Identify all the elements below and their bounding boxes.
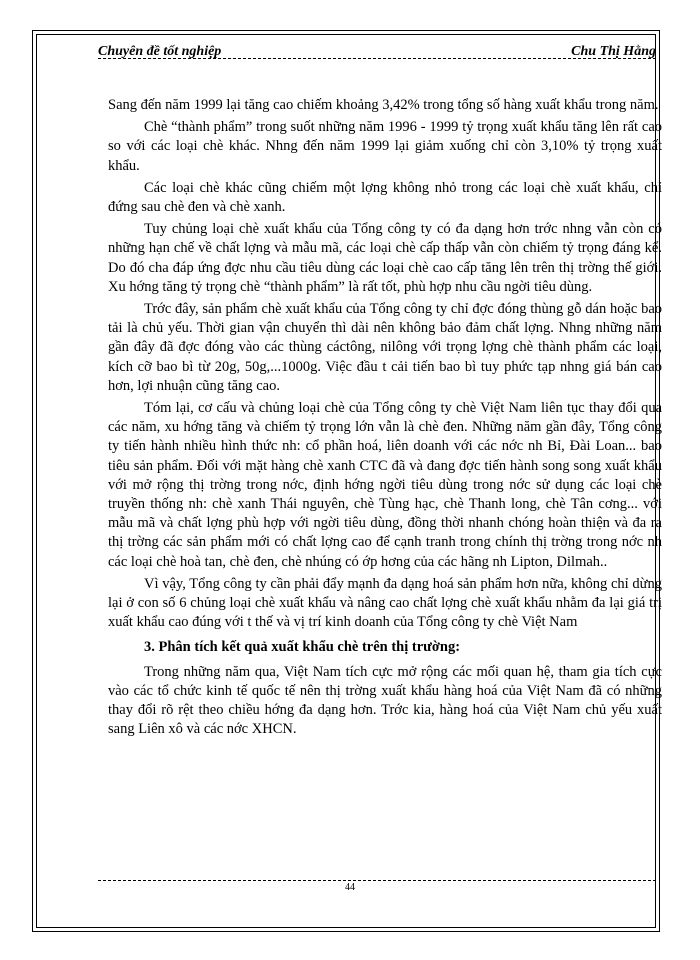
paragraph: Trớc đây, sản phẩm chè xuất khẩu của Tổng công ty chỉ đợc đóng thùng gỗ dán hoặc bao tải là chủ yếu. Thời gian vận chuyển thì dài nên không bảo đảm chất lợng. Nhng những năm gần đây đã đợc đóng vào các thùng cáctông, nilông với trọng lợng chè thành phẩm các loại, kích cỡ bao bì từ 20g, 50g,...1000g. Việc đầu t cải tiến bao bì tuy phức tạp nhng giá bán cao hơn, lợi nhuận cũng tăng cao. (108, 301, 662, 394)
paragraph: Tuy chủng loại chè xuất khẩu của Tổng công ty có đa dạng hơn trớc nhng vẫn còn có những hạn chế về chất lợng và mẫu mã, các loại chè cấp thấp vẫn còn chiếm tỷ trọng đáng kể. Do đó cha đáp ứng đợc nhu cầu tiêu dùng các loại chè cao cấp tăng lên trên thị trờng thế giới. Xu hớng tăng tỷ trọng chè “thành phẩm” là rất tốt, phù hợp nhu cầu ngời tiêu dùng. (108, 221, 662, 295)
header-title: Chuyên đề tốt nghiệp (98, 44, 222, 59)
paragraph: Sang đến năm 1999 lại tăng cao chiếm khoảng 3,42% trong tổng số hàng xuất khẩu trong năm. (108, 97, 659, 113)
page-header (98, 42, 656, 62)
section-heading: 3. Phân tích kết quả xuất khẩu chè trên thị trường: (144, 639, 461, 656)
paragraph: Trong những năm qua, Việt Nam tích cực mở rộng các mối quan hệ, tham gia tích cực vào các tổ chức kinh tế quốc tế nên thị trờng xuất khẩu hàng hoá của Việt Nam đã có những thay đổi rõ rệt theo chiều hớng đa dạng hơn. Trớc kia, hàng hoá của Việt Nam chủ yếu xuất sang Liên xô và các nớc XHCN. (108, 663, 662, 738)
paragraph: Các loại chè khác cũng chiếm một lợng không nhỏ trong các loại chè xuất khẩu, chỉ đứng sau chè đen và chè xanh. (108, 179, 662, 216)
paragraph: Chè “thành phẩm” trong suốt những năm 1996 - 1999 tỷ trọng xuất khẩu tăng lên rất cao so với các loại chè khác. Nhng đến năm 1999 lại giảm xuống chỉ còn 3,10% tỷ trọng xuất khẩu. (108, 119, 662, 174)
page-number: 44 (345, 882, 355, 893)
paragraph: Vì vậy, Tổng công ty cần phải đẩy mạnh đa dạng hoá sản phẩm hơn nữa, không chỉ dừng lại ở con số 6 chủng loại chè xuất khẩu và nâng cao chất lợng chè xuất khẩu nhằm đa lại giá trị xuất khẩu cao đúng với t thế và vị trí kinh doanh của Tổng công ty chè Việt Nam (108, 575, 662, 631)
document-body (108, 96, 662, 743)
header-author: Chu Thị Hằng (571, 44, 656, 59)
header-divider (98, 58, 656, 59)
paragraph: Tóm lại, cơ cấu và chủng loại chè của Tổng công ty chè Việt Nam liên tục thay đổi qua các năm, xu hớng tăng và chiếm tỷ trọng lớn vẫn là chè đen. Những năm gần đây, Tổng công ty tiến hành nhiều hình thức nh: cổ phần hoá, liên doanh với các nớc nh Bỉ, Đài Loan... bao tiêu sản phẩm. Đối với mặt hàng chè xanh CTC đã và đang đợc tiến hành song song xuất khẩu với mở rộng thị trờng trong nớc, định hớng ngời tiêu dùng trong nớc sử dụng các loại chè truyền thống nh: chè xanh Thái nguyên, chè Tùng hạc, chè Thanh long, chè Tân cơng... với mẫu mã và chất lợng phù hợp với ngời tiêu dùng, đồng thời nhanh chóng hoàn thiện và đa ra thị trờng các sản phẩm mới có chất lợng cao để cạnh tranh trong chính thị trờng trong nớc nh các loại chè hoà tan, chè đen, chè nhúng có ớp hơng của các hãng nh Lipton, Dilmah.. (108, 400, 662, 570)
